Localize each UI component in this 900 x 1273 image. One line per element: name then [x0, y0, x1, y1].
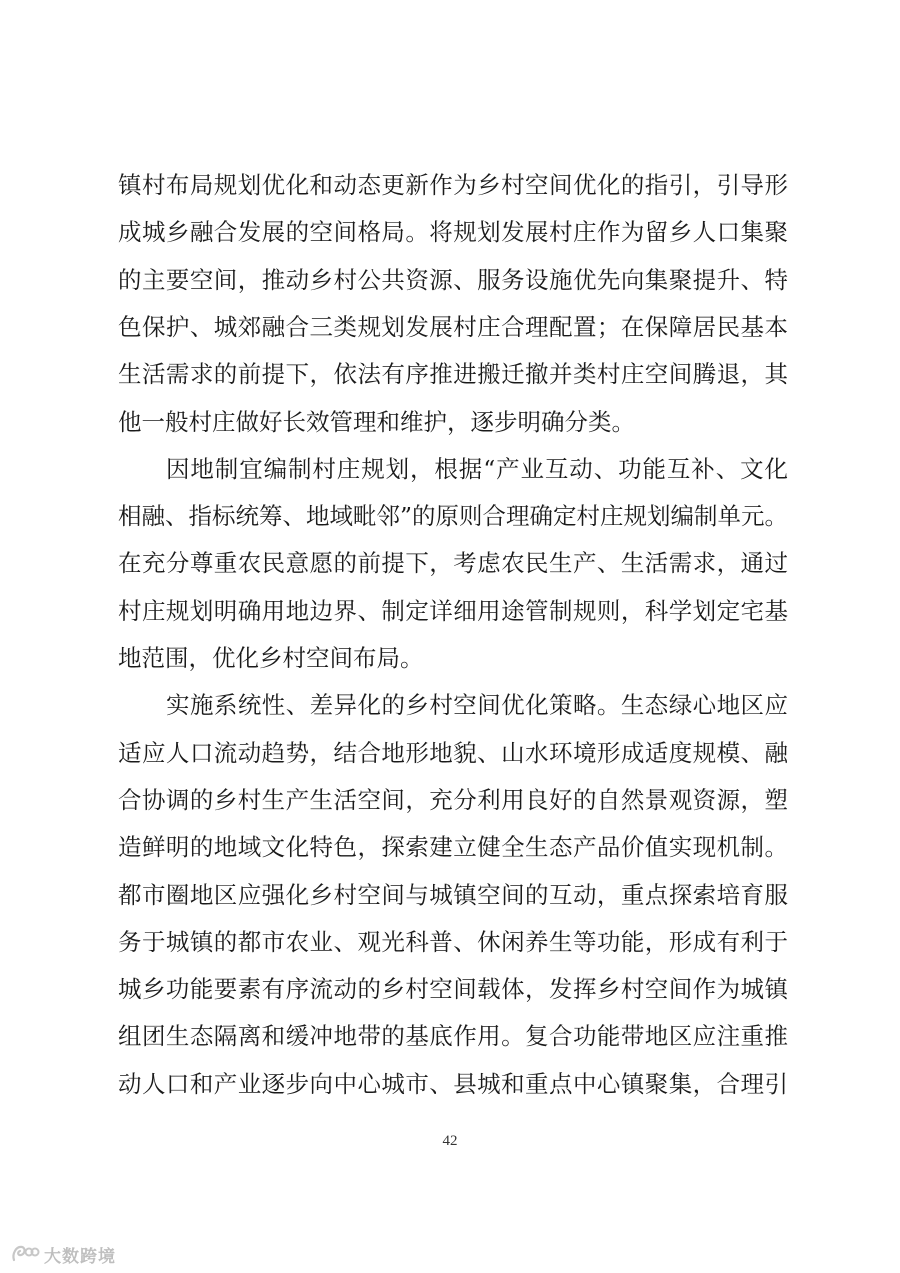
text-line: 村庄规划明确用地边界、制定详细用途管制规则，科学划定宅基: [118, 596, 788, 625]
text-line: 合协调的乡村生产生活空间，充分利用良好的自然景观资源，塑: [118, 785, 788, 814]
text-line: 成城乡融合发展的空间格局。将规划发展村庄作为留乡人口集聚: [118, 218, 788, 247]
paragraph-first-line: 实施系统性、差异化的乡村空间优化策略。生态绿心地区应: [166, 691, 788, 720]
text-line: 生活需求的前提下，依法有序推进搬迁撤并类村庄空间腾退，其: [118, 360, 788, 389]
text-line: 务于城镇的都市农业、观光科普、休闲养生等功能，形成有利于: [118, 927, 788, 956]
text-line: 他一般村庄做好长效管理和维护，逐步明确分类。: [118, 407, 635, 436]
text-line: 在充分尊重农民意愿的前提下，考虑农民生产、生活需求，通过: [118, 549, 788, 578]
text-line: 动人口和产业逐步向中心城市、县城和重点中心镇聚集，合理引: [118, 1069, 788, 1098]
text-line: 相融、指标统筹、地域毗邻”的原则合理确定村庄规划编制单元。: [118, 502, 789, 531]
watermark-text: 大数跨境: [44, 1246, 116, 1267]
text-line: 适应人口流动趋势，结合地形地貌、山水环境形成适度规模、融: [118, 738, 788, 767]
text-line: 地范围，优化乡村空间布局。: [118, 644, 424, 672]
text-line: 造鲜明的地域文化特色，探索建立健全生态产品价值实现机制。: [118, 833, 788, 862]
paragraph-first-line: 因地制宜编制村庄规划，根据“产业互动、功能互补、文化: [166, 454, 788, 483]
text-line: 都市圈地区应强化乡村空间与城镇空间的互动，重点探索培育服: [118, 880, 788, 909]
page-number: 42: [442, 1133, 458, 1149]
text-line: 的主要空间，推动乡村公共资源、服务设施优先向集聚提升、特: [118, 265, 788, 294]
text-line: 镇村布局规划优化和动态更新作为乡村空间优化的指引，引导形: [118, 171, 788, 199]
brand-logo-icon: [10, 1242, 40, 1266]
text-line: 色保护、城郊融合三类规划发展村庄合理配置；在保障居民基本: [118, 312, 788, 341]
text-line: 组团生态隔离和缓冲地带的基底作用。复合功能带地区应注重推: [118, 1022, 788, 1051]
watermark: [10, 1240, 116, 1268]
text-line: 城乡功能要素有序流动的乡村空间载体，发挥乡村空间作为城镇: [118, 975, 788, 1004]
